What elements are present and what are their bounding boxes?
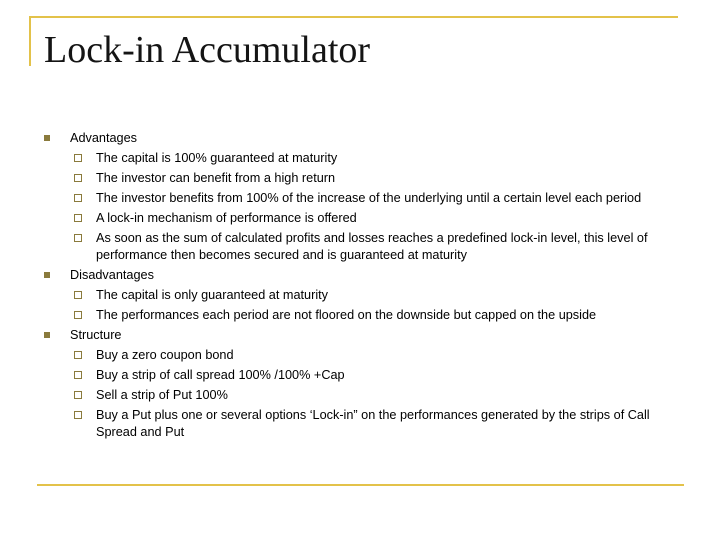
list-item-text: Buy a Put plus one or several options ‘Lock-in” on the performances generated by the strips of Call Spread and Put — [96, 408, 650, 439]
slide-title: Lock-in Accumulator — [44, 29, 371, 71]
list-item — [70, 307, 674, 324]
hollow-square-bullet-icon — [74, 391, 82, 399]
hollow-square-bullet-icon — [74, 234, 82, 242]
section-heading: Advantages — [70, 131, 138, 145]
list-item-text: The investor benefits from 100% of the increase of the underlying until a certain level each period — [96, 191, 642, 205]
list-item — [70, 170, 674, 187]
list-item — [70, 387, 674, 404]
square-bullet-icon — [44, 332, 50, 338]
section-disadvantages — [44, 267, 674, 324]
list-item — [70, 210, 674, 227]
hollow-square-bullet-icon — [74, 351, 82, 359]
section-structure — [44, 327, 674, 441]
footer-divider-line — [37, 484, 684, 486]
list-item-text: The performances each period are not floored on the downside but capped on the upside — [96, 308, 597, 322]
hollow-square-bullet-icon — [74, 174, 82, 182]
list-item — [70, 150, 674, 167]
slide-content — [44, 130, 674, 444]
hollow-square-bullet-icon — [74, 291, 82, 299]
list-item — [70, 190, 674, 207]
list-item — [70, 347, 674, 364]
list-item — [70, 367, 674, 384]
hollow-square-bullet-icon — [74, 154, 82, 162]
list-item-text: The investor can benefit from a high return — [96, 171, 336, 185]
square-bullet-icon — [44, 272, 50, 278]
list-item — [70, 230, 674, 264]
list-item-text: Buy a strip of call spread 100% /100% +Cap — [96, 368, 345, 382]
square-bullet-icon — [44, 135, 50, 141]
hollow-square-bullet-icon — [74, 311, 82, 319]
title-accent-vertical-line — [29, 16, 31, 66]
section-heading: Disadvantages — [70, 268, 154, 282]
hollow-square-bullet-icon — [74, 411, 82, 419]
list-item-text: The capital is only guaranteed at maturity — [96, 288, 329, 302]
section-heading: Structure — [70, 328, 122, 342]
list-item-text: The capital is 100% guaranteed at maturity — [96, 151, 338, 165]
list-item-text: Buy a zero coupon bond — [96, 348, 234, 362]
list-item-text: A lock-in mechanism of performance is offered — [96, 211, 357, 225]
hollow-square-bullet-icon — [74, 371, 82, 379]
list-item — [70, 407, 674, 441]
title-accent-top-line — [29, 16, 678, 18]
list-item — [70, 287, 674, 304]
hollow-square-bullet-icon — [74, 194, 82, 202]
list-item-text: As soon as the sum of calculated profits and losses reaches a predefined lock-in level, this level of performance then becomes secured and is guaranteed at maturity — [96, 231, 648, 262]
section-advantages — [44, 130, 674, 264]
hollow-square-bullet-icon — [74, 214, 82, 222]
list-item-text: Sell a strip of Put 100% — [96, 388, 228, 402]
